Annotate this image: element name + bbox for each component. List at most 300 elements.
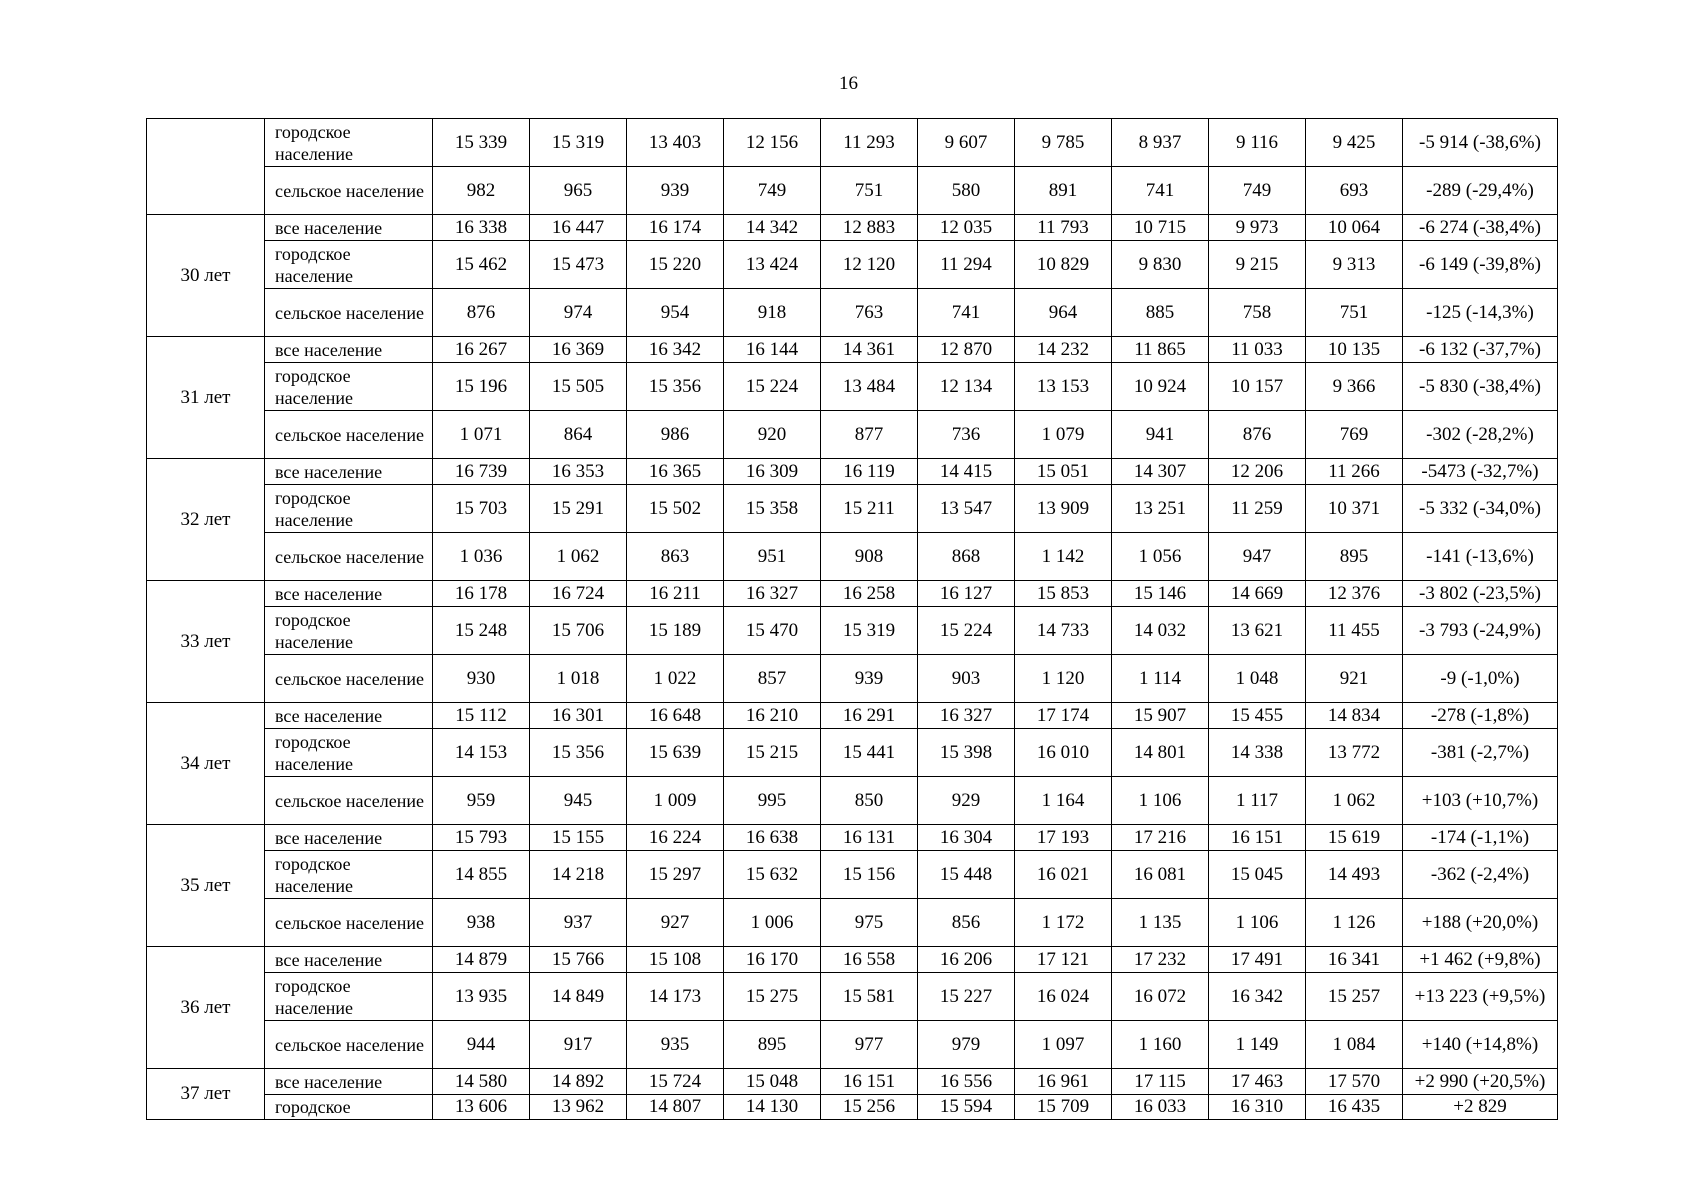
value-cell: 15 156 — [821, 851, 918, 899]
value-cell: 12 870 — [918, 337, 1015, 363]
change-cell: +103 (+10,7%) — [1403, 777, 1558, 825]
value-cell: 16 024 — [1015, 973, 1112, 1021]
value-cell: 15 275 — [724, 973, 821, 1021]
change-cell: +13 223 (+9,5%) — [1403, 973, 1558, 1021]
value-cell: 16 010 — [1015, 729, 1112, 777]
table-row — [147, 485, 1558, 533]
value-cell: 16 021 — [1015, 851, 1112, 899]
value-cell: 856 — [918, 899, 1015, 947]
value-cell: 15 227 — [918, 973, 1015, 1021]
table-row — [147, 655, 1558, 703]
value-cell: 15 907 — [1112, 703, 1209, 729]
value-cell: 15 048 — [724, 1069, 821, 1095]
value-cell: 16 178 — [433, 581, 530, 607]
value-cell: 16 310 — [1209, 1095, 1306, 1120]
value-cell: 17 115 — [1112, 1069, 1209, 1095]
value-cell: 979 — [918, 1021, 1015, 1069]
value-cell: 693 — [1306, 167, 1403, 215]
change-cell: -289 (-29,4%) — [1403, 167, 1558, 215]
age-group-cell: 30 лет — [147, 215, 265, 337]
value-cell: 9 313 — [1306, 241, 1403, 289]
value-cell: 15 594 — [918, 1095, 1015, 1120]
value-cell: 749 — [724, 167, 821, 215]
value-cell: 14 849 — [530, 973, 627, 1021]
value-cell: 868 — [918, 533, 1015, 581]
table-row — [147, 581, 1558, 607]
value-cell: 9 785 — [1015, 119, 1112, 167]
value-cell: 8 937 — [1112, 119, 1209, 167]
value-cell: 1 106 — [1112, 777, 1209, 825]
table-row — [147, 851, 1558, 899]
value-cell: 1 120 — [1015, 655, 1112, 703]
value-cell: 15 045 — [1209, 851, 1306, 899]
value-cell: 14 173 — [627, 973, 724, 1021]
category-cell: все население — [265, 337, 433, 363]
value-cell: 12 206 — [1209, 459, 1306, 485]
value-cell: 995 — [724, 777, 821, 825]
value-cell: 16 291 — [821, 703, 918, 729]
value-cell: 16 447 — [530, 215, 627, 241]
value-cell: 14 415 — [918, 459, 1015, 485]
value-cell: 16 309 — [724, 459, 821, 485]
value-cell: 12 376 — [1306, 581, 1403, 607]
value-cell: 982 — [433, 167, 530, 215]
value-cell: 876 — [1209, 411, 1306, 459]
value-cell: 14 879 — [433, 947, 530, 973]
table-row — [147, 777, 1558, 825]
value-cell: 741 — [918, 289, 1015, 337]
change-cell: -5473 (-32,7%) — [1403, 459, 1558, 485]
value-cell: 15 291 — [530, 485, 627, 533]
table-row — [147, 899, 1558, 947]
category-cell: все население — [265, 703, 433, 729]
value-cell: 935 — [627, 1021, 724, 1069]
age-group-cell: 36 лет — [147, 947, 265, 1069]
value-cell: 769 — [1306, 411, 1403, 459]
value-cell: 929 — [918, 777, 1015, 825]
age-group-cell: 34 лет — [147, 703, 265, 825]
value-cell: 938 — [433, 899, 530, 947]
value-cell: 17 121 — [1015, 947, 1112, 973]
value-cell: 11 259 — [1209, 485, 1306, 533]
value-cell: 14 307 — [1112, 459, 1209, 485]
table-row — [147, 289, 1558, 337]
value-cell: 751 — [821, 167, 918, 215]
value-cell: 947 — [1209, 533, 1306, 581]
value-cell: 580 — [918, 167, 1015, 215]
value-cell: 1 062 — [1306, 777, 1403, 825]
category-cell: городское население — [265, 119, 433, 167]
value-cell: 16 127 — [918, 581, 1015, 607]
value-cell: 16 435 — [1306, 1095, 1403, 1120]
value-cell: 927 — [627, 899, 724, 947]
age-group-cell: 37 лет — [147, 1069, 265, 1120]
value-cell: 15 319 — [530, 119, 627, 167]
value-cell: 908 — [821, 533, 918, 581]
value-cell: 920 — [724, 411, 821, 459]
change-cell: -174 (-1,1%) — [1403, 825, 1558, 851]
value-cell: 15 632 — [724, 851, 821, 899]
value-cell: 12 883 — [821, 215, 918, 241]
table-row — [147, 241, 1558, 289]
value-cell: 16 206 — [918, 947, 1015, 973]
table-row — [147, 411, 1558, 459]
value-cell: 758 — [1209, 289, 1306, 337]
table-row — [147, 459, 1558, 485]
value-cell: 16 174 — [627, 215, 724, 241]
age-group-cell: 33 лет — [147, 581, 265, 703]
value-cell: 12 035 — [918, 215, 1015, 241]
value-cell: 13 403 — [627, 119, 724, 167]
value-cell: 14 807 — [627, 1095, 724, 1120]
change-cell: -381 (-2,7%) — [1403, 729, 1558, 777]
value-cell: 16 144 — [724, 337, 821, 363]
table-row — [147, 825, 1558, 851]
value-cell: 9 425 — [1306, 119, 1403, 167]
value-cell: 16 365 — [627, 459, 724, 485]
table-row — [147, 167, 1558, 215]
value-cell: 1 142 — [1015, 533, 1112, 581]
category-cell: городское — [265, 1095, 433, 1120]
value-cell: 15 639 — [627, 729, 724, 777]
value-cell: 16 301 — [530, 703, 627, 729]
value-cell: 9 973 — [1209, 215, 1306, 241]
value-cell: 15 248 — [433, 607, 530, 655]
value-cell: 13 621 — [1209, 607, 1306, 655]
value-cell: 16 081 — [1112, 851, 1209, 899]
value-cell: 15 709 — [1015, 1095, 1112, 1120]
value-cell: 1 071 — [433, 411, 530, 459]
value-cell: 15 462 — [433, 241, 530, 289]
value-cell: 16 151 — [821, 1069, 918, 1095]
value-cell: 14 032 — [1112, 607, 1209, 655]
value-cell: 1 149 — [1209, 1021, 1306, 1069]
value-cell: 14 801 — [1112, 729, 1209, 777]
value-cell: 14 130 — [724, 1095, 821, 1120]
value-cell: 15 473 — [530, 241, 627, 289]
change-cell: -302 (-28,2%) — [1403, 411, 1558, 459]
value-cell: 13 606 — [433, 1095, 530, 1120]
value-cell: 10 135 — [1306, 337, 1403, 363]
value-cell: 9 607 — [918, 119, 1015, 167]
value-cell: 14 892 — [530, 1069, 627, 1095]
value-cell: 16 556 — [918, 1069, 1015, 1095]
value-cell: 1 062 — [530, 533, 627, 581]
value-cell: 15 108 — [627, 947, 724, 973]
change-cell: -5 332 (-34,0%) — [1403, 485, 1558, 533]
table-body — [147, 119, 1558, 1120]
value-cell: 10 157 — [1209, 363, 1306, 411]
value-cell: 14 669 — [1209, 581, 1306, 607]
value-cell: 15 224 — [724, 363, 821, 411]
value-cell: 1 036 — [433, 533, 530, 581]
value-cell: 857 — [724, 655, 821, 703]
value-cell: 14 338 — [1209, 729, 1306, 777]
value-cell: 15 155 — [530, 825, 627, 851]
category-cell: все население — [265, 1069, 433, 1095]
value-cell: 751 — [1306, 289, 1403, 337]
value-cell: 16 648 — [627, 703, 724, 729]
value-cell: 14 361 — [821, 337, 918, 363]
table-row — [147, 1069, 1558, 1095]
value-cell: 13 547 — [918, 485, 1015, 533]
value-cell: 864 — [530, 411, 627, 459]
value-cell: 15 196 — [433, 363, 530, 411]
value-cell: 13 484 — [821, 363, 918, 411]
value-cell: 16 211 — [627, 581, 724, 607]
value-cell: 16 131 — [821, 825, 918, 851]
value-cell: 736 — [918, 411, 1015, 459]
value-cell: 945 — [530, 777, 627, 825]
value-cell: 15 619 — [1306, 825, 1403, 851]
value-cell: 15 220 — [627, 241, 724, 289]
value-cell: 16 338 — [433, 215, 530, 241]
value-cell: 13 153 — [1015, 363, 1112, 411]
value-cell: 964 — [1015, 289, 1112, 337]
value-cell: 14 493 — [1306, 851, 1403, 899]
value-cell: 11 455 — [1306, 607, 1403, 655]
change-cell: -3 802 (-23,5%) — [1403, 581, 1558, 607]
value-cell: 11 793 — [1015, 215, 1112, 241]
value-cell: 16 033 — [1112, 1095, 1209, 1120]
value-cell: 10 371 — [1306, 485, 1403, 533]
value-cell: 16 210 — [724, 703, 821, 729]
value-cell: 959 — [433, 777, 530, 825]
value-cell: 1 114 — [1112, 655, 1209, 703]
value-cell: 977 — [821, 1021, 918, 1069]
value-cell: 15 706 — [530, 607, 627, 655]
category-cell: сельское население — [265, 167, 433, 215]
value-cell: 17 174 — [1015, 703, 1112, 729]
value-cell: 10 924 — [1112, 363, 1209, 411]
value-cell: 16 342 — [627, 337, 724, 363]
value-cell: 12 134 — [918, 363, 1015, 411]
value-cell: 17 463 — [1209, 1069, 1306, 1095]
value-cell: 741 — [1112, 167, 1209, 215]
value-cell: 16 151 — [1209, 825, 1306, 851]
value-cell: 15 398 — [918, 729, 1015, 777]
change-cell: -362 (-2,4%) — [1403, 851, 1558, 899]
value-cell: 986 — [627, 411, 724, 459]
value-cell: 15 448 — [918, 851, 1015, 899]
value-cell: 16 304 — [918, 825, 1015, 851]
value-cell: 10 064 — [1306, 215, 1403, 241]
category-cell: городское население — [265, 607, 433, 655]
change-cell: -125 (-14,3%) — [1403, 289, 1558, 337]
value-cell: 974 — [530, 289, 627, 337]
value-cell: 11 293 — [821, 119, 918, 167]
category-cell: все население — [265, 215, 433, 241]
value-cell: 15 211 — [821, 485, 918, 533]
value-cell: 16 258 — [821, 581, 918, 607]
table-row — [147, 1095, 1558, 1120]
change-cell: +188 (+20,0%) — [1403, 899, 1558, 947]
value-cell: 14 232 — [1015, 337, 1112, 363]
change-cell: -278 (-1,8%) — [1403, 703, 1558, 729]
value-cell: 15 112 — [433, 703, 530, 729]
change-cell: -6 149 (-39,8%) — [1403, 241, 1558, 289]
table-row — [147, 337, 1558, 363]
value-cell: 1 164 — [1015, 777, 1112, 825]
value-cell: 15 339 — [433, 119, 530, 167]
age-group-cell: 32 лет — [147, 459, 265, 581]
value-cell: 9 215 — [1209, 241, 1306, 289]
value-cell: 16 072 — [1112, 973, 1209, 1021]
value-cell: 16 961 — [1015, 1069, 1112, 1095]
value-cell: 15 470 — [724, 607, 821, 655]
value-cell: 975 — [821, 899, 918, 947]
category-cell: сельское население — [265, 655, 433, 703]
table-row — [147, 607, 1558, 655]
value-cell: 16 267 — [433, 337, 530, 363]
table-row — [147, 533, 1558, 581]
value-cell: 1 106 — [1209, 899, 1306, 947]
value-cell: 1 006 — [724, 899, 821, 947]
value-cell: 15 256 — [821, 1095, 918, 1120]
category-cell: все население — [265, 581, 433, 607]
value-cell: 15 297 — [627, 851, 724, 899]
value-cell: 15 766 — [530, 947, 627, 973]
value-cell: 13 772 — [1306, 729, 1403, 777]
category-cell: городское население — [265, 363, 433, 411]
change-cell: -9 (-1,0%) — [1403, 655, 1558, 703]
value-cell: 921 — [1306, 655, 1403, 703]
category-cell: сельское население — [265, 289, 433, 337]
category-cell: городское население — [265, 485, 433, 533]
category-cell: сельское население — [265, 533, 433, 581]
category-cell: все население — [265, 947, 433, 973]
value-cell: 15 581 — [821, 973, 918, 1021]
value-cell: 14 855 — [433, 851, 530, 899]
value-cell: 891 — [1015, 167, 1112, 215]
change-cell: -141 (-13,6%) — [1403, 533, 1558, 581]
value-cell: 10 829 — [1015, 241, 1112, 289]
value-cell: 1 079 — [1015, 411, 1112, 459]
value-cell: 877 — [821, 411, 918, 459]
value-cell: 15 146 — [1112, 581, 1209, 607]
value-cell: 885 — [1112, 289, 1209, 337]
value-cell: 15 455 — [1209, 703, 1306, 729]
value-cell: 763 — [821, 289, 918, 337]
value-cell: 1 097 — [1015, 1021, 1112, 1069]
value-cell: 15 703 — [433, 485, 530, 533]
value-cell: 16 369 — [530, 337, 627, 363]
value-cell: 15 724 — [627, 1069, 724, 1095]
category-cell: городское население — [265, 973, 433, 1021]
change-cell: -6 132 (-37,7%) — [1403, 337, 1558, 363]
value-cell: 12 156 — [724, 119, 821, 167]
value-cell: 15 356 — [627, 363, 724, 411]
value-cell: 15 319 — [821, 607, 918, 655]
value-cell: 15 189 — [627, 607, 724, 655]
value-cell: 15 356 — [530, 729, 627, 777]
value-cell: 16 638 — [724, 825, 821, 851]
value-cell: 11 865 — [1112, 337, 1209, 363]
change-cell: +1 462 (+9,8%) — [1403, 947, 1558, 973]
value-cell: 917 — [530, 1021, 627, 1069]
value-cell: 17 193 — [1015, 825, 1112, 851]
change-cell: -5 830 (-38,4%) — [1403, 363, 1558, 411]
category-cell: все население — [265, 459, 433, 485]
value-cell: 939 — [627, 167, 724, 215]
value-cell: 944 — [433, 1021, 530, 1069]
table-row — [147, 363, 1558, 411]
change-cell: +2 990 (+20,5%) — [1403, 1069, 1558, 1095]
value-cell: 16 724 — [530, 581, 627, 607]
value-cell: 1 084 — [1306, 1021, 1403, 1069]
value-cell: 16 342 — [1209, 973, 1306, 1021]
value-cell: 13 935 — [433, 973, 530, 1021]
age-group-cell — [147, 119, 265, 215]
value-cell: 15 441 — [821, 729, 918, 777]
page-number: 16 — [839, 73, 858, 94]
value-cell: 1 048 — [1209, 655, 1306, 703]
value-cell: 13 909 — [1015, 485, 1112, 533]
value-cell: 954 — [627, 289, 724, 337]
change-cell: -3 793 (-24,9%) — [1403, 607, 1558, 655]
value-cell: 15 224 — [918, 607, 1015, 655]
value-cell: 10 715 — [1112, 215, 1209, 241]
value-cell: 16 353 — [530, 459, 627, 485]
value-cell: 11 266 — [1306, 459, 1403, 485]
table-row — [147, 119, 1558, 167]
value-cell: 15 853 — [1015, 581, 1112, 607]
value-cell: 14 153 — [433, 729, 530, 777]
value-cell: 937 — [530, 899, 627, 947]
value-cell: 15 793 — [433, 825, 530, 851]
value-cell: 11 033 — [1209, 337, 1306, 363]
value-cell: 930 — [433, 655, 530, 703]
value-cell: 15 051 — [1015, 459, 1112, 485]
category-cell: сельское население — [265, 1021, 433, 1069]
value-cell: 9 116 — [1209, 119, 1306, 167]
category-cell: городское население — [265, 851, 433, 899]
value-cell: 15 358 — [724, 485, 821, 533]
change-cell: -5 914 (-38,6%) — [1403, 119, 1558, 167]
table-row — [147, 973, 1558, 1021]
category-cell: сельское население — [265, 411, 433, 459]
value-cell: 14 733 — [1015, 607, 1112, 655]
value-cell: 951 — [724, 533, 821, 581]
value-cell: 863 — [627, 533, 724, 581]
value-cell: 15 502 — [627, 485, 724, 533]
value-cell: 850 — [821, 777, 918, 825]
value-cell: 1 022 — [627, 655, 724, 703]
value-cell: 1 117 — [1209, 777, 1306, 825]
value-cell: 9 366 — [1306, 363, 1403, 411]
value-cell: 16 558 — [821, 947, 918, 973]
value-cell: 1 135 — [1112, 899, 1209, 947]
change-cell: +140 (+14,8%) — [1403, 1021, 1558, 1069]
value-cell: 17 232 — [1112, 947, 1209, 973]
value-cell: 895 — [724, 1021, 821, 1069]
value-cell: 16 327 — [724, 581, 821, 607]
age-group-cell: 35 лет — [147, 825, 265, 947]
value-cell: 17 216 — [1112, 825, 1209, 851]
value-cell: 749 — [1209, 167, 1306, 215]
value-cell: 12 120 — [821, 241, 918, 289]
value-cell: 13 962 — [530, 1095, 627, 1120]
category-cell: городское население — [265, 241, 433, 289]
value-cell: 13 424 — [724, 241, 821, 289]
value-cell: 16 739 — [433, 459, 530, 485]
value-cell: 17 491 — [1209, 947, 1306, 973]
value-cell: 14 218 — [530, 851, 627, 899]
value-cell: 13 251 — [1112, 485, 1209, 533]
value-cell: 1 056 — [1112, 533, 1209, 581]
value-cell: 16 224 — [627, 825, 724, 851]
value-cell: 15 215 — [724, 729, 821, 777]
